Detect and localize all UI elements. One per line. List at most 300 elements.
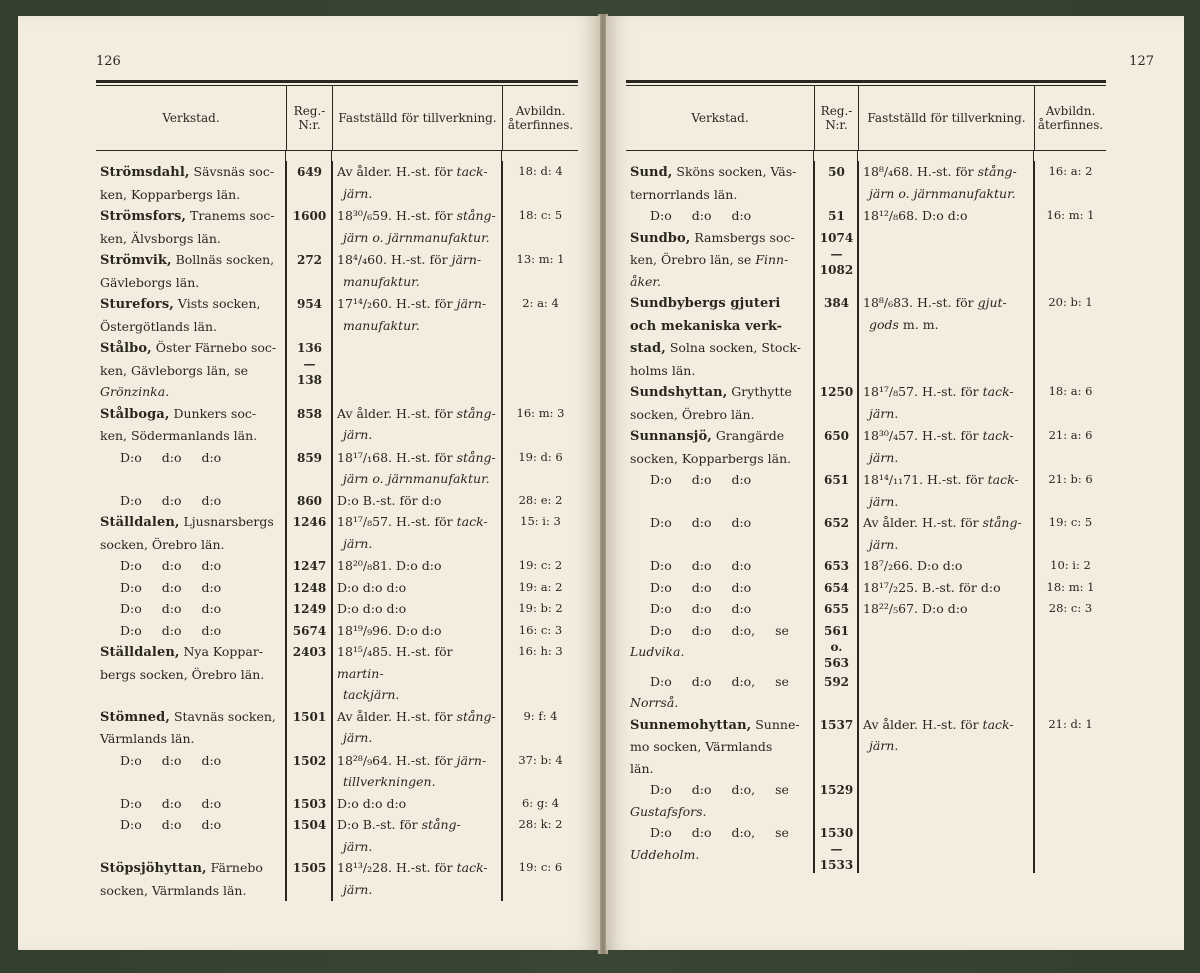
verkstad-cell bbox=[626, 292, 814, 381]
header-verkstad: Verkstad. bbox=[162, 111, 220, 125]
product-text: manufaktur. bbox=[343, 317, 420, 333]
faststalld-line bbox=[863, 161, 1030, 183]
avbildn-ref: 16: m: 3 bbox=[502, 403, 578, 447]
product-text: järn. bbox=[343, 881, 373, 897]
faststalld-cell bbox=[858, 161, 1034, 205]
reg-number: 858 bbox=[286, 403, 332, 447]
works-name: Ställdalen, bbox=[100, 515, 180, 530]
faststalld-line bbox=[337, 227, 498, 249]
location-text: Ljusnarsbergs bbox=[179, 514, 274, 529]
verkstad-cell bbox=[626, 555, 814, 577]
verkstad-cell bbox=[626, 425, 814, 469]
avbildn-ref bbox=[1034, 822, 1106, 873]
faststalld-line bbox=[337, 555, 498, 577]
verkstad-line bbox=[100, 620, 282, 642]
decree-text: 18²²/₅67. D:o d:o bbox=[863, 601, 968, 616]
ditto-text: D:o d:o d:o bbox=[120, 752, 222, 768]
header-verkstad: Verkstad. bbox=[691, 111, 749, 125]
product-text: tack- bbox=[456, 514, 488, 529]
faststalld-cell bbox=[858, 779, 1034, 822]
reg-number: 1530— 1533 bbox=[814, 822, 858, 873]
verkstad-cell bbox=[626, 620, 814, 671]
faststalld-line bbox=[337, 183, 498, 205]
verkstad-cell bbox=[96, 641, 286, 706]
verkstad-cell bbox=[96, 706, 286, 750]
ditto-text: D:o d:o d:o bbox=[120, 622, 222, 638]
product-text: järn. bbox=[343, 185, 373, 201]
reg-number: 1504 bbox=[286, 814, 332, 857]
table-row bbox=[626, 469, 1106, 512]
avbildn-ref: 16: m: 1 bbox=[1034, 205, 1106, 227]
table-row bbox=[626, 577, 1106, 599]
works-name: Ställdalen, bbox=[100, 645, 180, 660]
faststalld-line bbox=[337, 293, 498, 315]
verkstad-line bbox=[630, 822, 810, 844]
verkstad-line bbox=[100, 403, 282, 426]
works-name: Sundbybergs gjuteri bbox=[630, 296, 781, 311]
location-text: län. bbox=[630, 760, 654, 776]
verkstad-cell bbox=[96, 403, 286, 447]
location-text: Grythytte bbox=[727, 384, 792, 399]
product-text: järn. bbox=[343, 427, 373, 442]
reference-text: Gustafsfors. bbox=[630, 803, 707, 819]
decree-text: Av ålder. H.-st. för bbox=[863, 716, 983, 732]
product-text: stång- bbox=[982, 515, 1022, 530]
reg-number: 859 bbox=[286, 447, 332, 490]
works-name: Sunnansjö, bbox=[630, 429, 712, 444]
table-row bbox=[626, 822, 1106, 873]
reg-number: 651 bbox=[814, 469, 858, 512]
decree-text: m. m. bbox=[898, 316, 939, 332]
reg-number: 1502 bbox=[286, 750, 332, 793]
verkstad-line bbox=[100, 555, 282, 577]
faststalld-line bbox=[337, 511, 498, 533]
avbildn-ref: 19: d: 6 bbox=[502, 447, 578, 490]
faststalld-cell bbox=[332, 205, 502, 249]
faststalld-line bbox=[337, 205, 498, 227]
avbildn-ref: 18: c: 5 bbox=[502, 205, 578, 249]
ditto-text: D:o d:o d:o bbox=[120, 449, 222, 465]
ditto-text: D:o d:o d:o bbox=[120, 795, 222, 811]
reg-number: 1248 bbox=[286, 577, 332, 599]
product-text: gods bbox=[869, 316, 899, 332]
table-row bbox=[626, 227, 1106, 293]
table-row bbox=[96, 403, 578, 447]
faststalld-line bbox=[337, 641, 498, 684]
faststalld-line bbox=[337, 706, 498, 728]
table-row bbox=[96, 620, 578, 642]
works-name: Sunnemohyttan, bbox=[630, 717, 752, 733]
reg-number: 2403 bbox=[286, 641, 332, 706]
faststalld-line bbox=[337, 468, 498, 490]
faststalld-line bbox=[337, 598, 498, 620]
table-row bbox=[96, 205, 578, 249]
product-text: järn. bbox=[869, 493, 899, 509]
avbildn-ref: 19: c: 2 bbox=[502, 555, 578, 577]
verkstad-line bbox=[630, 801, 810, 823]
faststalld-cell bbox=[332, 620, 502, 642]
product-text: järn. bbox=[343, 535, 373, 551]
faststalld-line bbox=[863, 205, 1030, 227]
location-text: holms län. bbox=[630, 362, 696, 378]
avbildn-ref: 21: a: 6 bbox=[1034, 425, 1106, 469]
verkstad-cell bbox=[96, 555, 286, 577]
faststalld-cell bbox=[332, 403, 502, 447]
faststalld-cell bbox=[332, 814, 502, 857]
ledger-table bbox=[626, 80, 1106, 873]
header-faststalld: Fastställd för tillverkning. bbox=[332, 86, 502, 150]
verkstad-line bbox=[630, 404, 810, 426]
faststalld-cell bbox=[858, 598, 1034, 620]
reg-number: 561 o. 563 bbox=[814, 620, 858, 671]
decree-text: 18⁸/₄68. H.-st. för bbox=[863, 164, 978, 179]
verkstad-cell bbox=[626, 205, 814, 227]
decree-text: Av ålder. H.-st. för bbox=[337, 164, 457, 179]
faststalld-line bbox=[863, 469, 1030, 491]
faststalld-cell bbox=[332, 293, 502, 337]
location-text: Dunkers soc- bbox=[169, 405, 257, 421]
decree-text: 18⁴/₄60. H.-st. för bbox=[337, 252, 452, 267]
table-row bbox=[626, 512, 1106, 555]
verkstad-line bbox=[630, 227, 810, 250]
verkstad-cell bbox=[96, 598, 286, 620]
verkstad-cell bbox=[96, 293, 286, 337]
verkstad-line bbox=[630, 844, 810, 866]
reg-number: 136— 138 bbox=[286, 337, 332, 403]
location-text: socken, Kopparbergs län. bbox=[630, 450, 792, 466]
verkstad-line bbox=[630, 249, 810, 271]
avbildn-ref: 21: d: 1 bbox=[1034, 714, 1106, 780]
faststalld-cell bbox=[332, 490, 502, 512]
table-row bbox=[96, 857, 578, 901]
verkstad-line bbox=[100, 664, 282, 686]
verkstad-line bbox=[100, 161, 282, 184]
decree-text: 18³⁰/₆59. H.-st. för bbox=[337, 208, 457, 223]
reg-number: 1246 bbox=[286, 511, 332, 555]
product-text: tack- bbox=[982, 384, 1014, 399]
decree-text: D:o B.-st. för bbox=[337, 817, 422, 832]
faststalld-cell bbox=[332, 161, 502, 205]
avbildn-ref: 28: c: 3 bbox=[1034, 598, 1106, 620]
decree-text: D:o B.-st. för d:o bbox=[337, 492, 442, 508]
location-text: Solna socken, Stock- bbox=[665, 340, 802, 355]
verkstad-line bbox=[630, 758, 810, 780]
faststalld-line bbox=[337, 533, 498, 555]
verkstad-cell bbox=[626, 714, 814, 780]
reference-text: Uddeholm. bbox=[630, 846, 700, 862]
avbildn-ref: 13: m: 1 bbox=[502, 249, 578, 293]
verkstad-line bbox=[630, 555, 810, 577]
faststalld-line bbox=[337, 424, 498, 446]
reg-number: 1074— 1082 bbox=[814, 227, 858, 293]
reg-number: 384 bbox=[814, 292, 858, 381]
product-text: järn. bbox=[869, 449, 899, 465]
faststalld-cell bbox=[332, 337, 502, 403]
table-row bbox=[96, 293, 578, 337]
table-row bbox=[96, 793, 578, 815]
reference-text: Grönzinka. bbox=[100, 384, 170, 399]
verkstad-cell bbox=[96, 814, 286, 857]
verkstad-line bbox=[630, 448, 810, 470]
ditto-text: D:o d:o d:o, se bbox=[650, 673, 789, 689]
avbildn-ref: 21: b: 6 bbox=[1034, 469, 1106, 512]
works-name: Sturefors, bbox=[100, 297, 174, 312]
location-text: Öster Färnebo soc- bbox=[151, 340, 277, 355]
verkstad-line bbox=[630, 425, 810, 448]
header-avbildn: Avbildn. återfinnes. bbox=[502, 86, 578, 150]
decree-text: 18¹³/₂28. H.-st. för bbox=[337, 860, 457, 875]
ditto-text: D:o d:o d:o, se bbox=[650, 782, 789, 797]
location-text: Gävleborgs län. bbox=[100, 274, 200, 290]
verkstad-line bbox=[630, 337, 810, 360]
location-text: Nya Koppar- bbox=[179, 644, 264, 659]
reg-number: 1501 bbox=[286, 706, 332, 750]
product-text: tack- bbox=[456, 164, 488, 179]
product-text: järn o. järnmanufaktur. bbox=[869, 185, 1016, 201]
verkstad-line bbox=[630, 620, 810, 642]
verkstad-cell bbox=[626, 469, 814, 512]
decree-text: D:o d:o d:o bbox=[337, 795, 407, 811]
verkstad-cell bbox=[626, 671, 814, 714]
table-row bbox=[96, 511, 578, 555]
location-text: Vists socken, bbox=[173, 296, 261, 311]
location-text: socken, Värmlands län. bbox=[100, 882, 247, 898]
ditto-text: D:o d:o d:o bbox=[650, 558, 752, 573]
faststalld-cell bbox=[332, 577, 502, 599]
product-text: järn- bbox=[456, 296, 487, 311]
avbildn-ref: 18: d: 4 bbox=[502, 161, 578, 205]
verkstad-line bbox=[630, 641, 810, 663]
verkstad-line bbox=[630, 577, 810, 599]
works-name: Stömned, bbox=[100, 709, 170, 725]
faststalld-cell bbox=[858, 425, 1034, 469]
table-row bbox=[96, 641, 578, 706]
faststalld-line bbox=[337, 750, 498, 772]
faststalld-cell bbox=[858, 620, 1034, 671]
faststalld-line bbox=[337, 857, 498, 879]
table-row bbox=[96, 447, 578, 490]
faststalld-cell bbox=[858, 381, 1034, 425]
faststalld-cell bbox=[858, 512, 1034, 555]
reference-text: åker. bbox=[630, 273, 661, 289]
decree-text: 18³⁰/₄57. H.-st. för bbox=[863, 428, 983, 443]
faststalld-cell bbox=[858, 671, 1034, 714]
ditto-text: D:o d:o d:o bbox=[120, 817, 222, 832]
table-row bbox=[96, 577, 578, 599]
reg-number: 649 bbox=[286, 161, 332, 205]
faststalld-line bbox=[337, 271, 498, 293]
verkstad-line bbox=[630, 381, 810, 404]
reg-number: 1249 bbox=[286, 598, 332, 620]
table-row bbox=[96, 161, 578, 205]
faststalld-line bbox=[863, 512, 1030, 534]
avbildn-ref: 18: a: 6 bbox=[1034, 381, 1106, 425]
works-name: Strömsdahl, bbox=[100, 165, 190, 180]
verkstad-cell bbox=[96, 857, 286, 901]
verkstad-line bbox=[630, 360, 810, 382]
faststalld-cell bbox=[858, 292, 1034, 381]
product-text: martin- bbox=[337, 665, 384, 681]
product-text: tillverkningen. bbox=[343, 774, 436, 789]
ditto-text: D:o d:o d:o bbox=[120, 601, 222, 616]
faststalld-line bbox=[337, 814, 498, 836]
faststalld-cell bbox=[858, 469, 1034, 512]
decree-text: Av ålder. H.-st. för bbox=[337, 405, 457, 421]
verkstad-line bbox=[100, 184, 282, 206]
faststalld-line bbox=[337, 836, 498, 858]
decree-text: 18²⁸/₉64. H.-st. för bbox=[337, 752, 457, 768]
verkstad-line bbox=[100, 814, 282, 836]
avbildn-ref: 20: b: 1 bbox=[1034, 292, 1106, 381]
header-faststalld: Fastställd för tillverkning. bbox=[858, 86, 1034, 150]
table-body bbox=[626, 151, 1106, 873]
verkstad-cell bbox=[626, 161, 814, 205]
faststalld-line bbox=[863, 381, 1030, 403]
product-text: järn. bbox=[343, 838, 373, 854]
faststalld-line bbox=[337, 620, 498, 642]
reference-text: Norrså. bbox=[630, 695, 679, 710]
works-name: Sundbo, bbox=[630, 230, 691, 246]
faststalld-line bbox=[337, 490, 498, 512]
product-text: stång- bbox=[421, 817, 461, 832]
reference-text: Finn- bbox=[755, 252, 789, 267]
verkstad-cell bbox=[626, 779, 814, 822]
location-text: ken, Älvsborgs län. bbox=[100, 230, 221, 246]
verkstad-cell bbox=[96, 490, 286, 512]
faststalld-line bbox=[337, 315, 498, 337]
verkstad-cell bbox=[626, 822, 814, 873]
verkstad-line bbox=[100, 447, 282, 469]
faststalld-line bbox=[337, 771, 498, 793]
faststalld-line bbox=[337, 249, 498, 271]
reg-number: 652 bbox=[814, 512, 858, 555]
ditto-text: D:o d:o d:o bbox=[650, 472, 752, 487]
product-text: stång- bbox=[977, 164, 1017, 179]
verkstad-line bbox=[630, 315, 810, 338]
product-text: järn- bbox=[456, 752, 487, 768]
reg-number: 1505 bbox=[286, 857, 332, 901]
location-text: socken, Örebro län. bbox=[100, 536, 225, 552]
location-text: Bollnäs socken, bbox=[171, 252, 275, 267]
product-text: manufaktur. bbox=[343, 273, 420, 289]
works-name: Stöpsjöhyttan, bbox=[100, 861, 207, 876]
verkstad-line bbox=[100, 337, 282, 360]
ledger-table bbox=[96, 80, 578, 901]
verkstad-line bbox=[630, 779, 810, 801]
verkstad-line bbox=[630, 736, 810, 758]
table-row bbox=[626, 779, 1106, 822]
header-reg: Reg.- N:r. bbox=[814, 86, 858, 150]
faststalld-line bbox=[337, 447, 498, 469]
location-text: ken, Kopparbergs län. bbox=[100, 186, 241, 202]
verkstad-cell bbox=[96, 511, 286, 555]
faststalld-line bbox=[863, 598, 1030, 620]
decree-text: 18¹²/₈68. D:o d:o bbox=[863, 208, 968, 223]
verkstad-cell bbox=[96, 249, 286, 293]
reg-number: 1247 bbox=[286, 555, 332, 577]
verkstad-cell bbox=[96, 205, 286, 249]
faststalld-line bbox=[337, 793, 498, 815]
verkstad-line bbox=[100, 272, 282, 294]
faststalld-cell bbox=[858, 822, 1034, 873]
avbildn-ref: 28: k: 2 bbox=[502, 814, 578, 857]
verkstad-cell bbox=[96, 620, 286, 642]
verkstad-line bbox=[100, 534, 282, 556]
table-header bbox=[96, 85, 578, 151]
location-text: Värmlands län. bbox=[100, 731, 195, 746]
product-text: stång- bbox=[456, 708, 496, 724]
table-row bbox=[626, 598, 1106, 620]
decree-text: 18¹⁷/₈57. H.-st. för bbox=[337, 514, 457, 529]
verkstad-line bbox=[100, 728, 282, 750]
avbildn-ref: 19: b: 2 bbox=[502, 598, 578, 620]
verkstad-line bbox=[100, 598, 282, 620]
faststalld-line bbox=[863, 534, 1030, 556]
reg-number: 653 bbox=[814, 555, 858, 577]
works-name: Sund, bbox=[630, 165, 673, 180]
right-page bbox=[606, 16, 1184, 950]
faststalld-cell bbox=[858, 577, 1034, 599]
location-text: Stavnäs socken, bbox=[169, 708, 276, 724]
reg-number: 50 bbox=[814, 161, 858, 205]
header-reg: Reg.- N:r. bbox=[286, 86, 332, 150]
faststalld-line bbox=[337, 684, 498, 706]
decree-text: 18²⁰/₈81. D:o d:o bbox=[337, 558, 442, 573]
verkstad-line bbox=[100, 381, 282, 403]
product-text: järn. bbox=[869, 405, 899, 421]
reg-number: 1250 bbox=[814, 381, 858, 425]
verkstad-line bbox=[630, 598, 810, 620]
reg-number: 650 bbox=[814, 425, 858, 469]
location-text: Färnebo bbox=[206, 860, 263, 875]
decree-text: 18¹⁹/₉96. D:o d:o bbox=[337, 622, 442, 638]
avbildn-ref: 15: i: 3 bbox=[502, 511, 578, 555]
product-text: tack- bbox=[456, 860, 488, 875]
avbildn-ref: 9: f: 4 bbox=[502, 706, 578, 750]
verkstad-line bbox=[100, 249, 282, 272]
location-text: ken, Örebro län, se bbox=[630, 252, 756, 267]
table-row bbox=[626, 620, 1106, 671]
decree-text: D:o d:o d:o bbox=[337, 579, 407, 595]
table-row bbox=[626, 555, 1106, 577]
works-name: och mekaniska verk- bbox=[630, 318, 783, 334]
faststalld-cell bbox=[332, 706, 502, 750]
product-text: tack- bbox=[987, 472, 1019, 487]
verkstad-cell bbox=[626, 227, 814, 293]
table-body bbox=[96, 151, 578, 901]
reg-number: 954 bbox=[286, 293, 332, 337]
verkstad-line bbox=[630, 714, 810, 737]
verkstad-line bbox=[100, 750, 282, 772]
location-text: ternorrlands län. bbox=[630, 186, 738, 202]
faststalld-line bbox=[337, 161, 498, 183]
product-text: stång- bbox=[456, 208, 496, 223]
table-row bbox=[626, 671, 1106, 714]
faststalld-cell bbox=[858, 227, 1034, 293]
faststalld-cell bbox=[332, 447, 502, 490]
product-text: järn o. järnmanufaktur. bbox=[343, 471, 490, 486]
decree-text: 18⁷/₂66. D:o d:o bbox=[863, 558, 963, 573]
product-text: järn- bbox=[451, 252, 482, 267]
location-text: Sunne- bbox=[751, 716, 800, 732]
faststalld-line bbox=[337, 577, 498, 599]
table-row bbox=[96, 814, 578, 857]
left-page bbox=[18, 16, 600, 950]
ditto-text: D:o d:o d:o bbox=[650, 208, 752, 223]
faststalld-line bbox=[863, 292, 1030, 314]
verkstad-cell bbox=[96, 750, 286, 793]
reference-text: Ludvika. bbox=[630, 644, 685, 659]
